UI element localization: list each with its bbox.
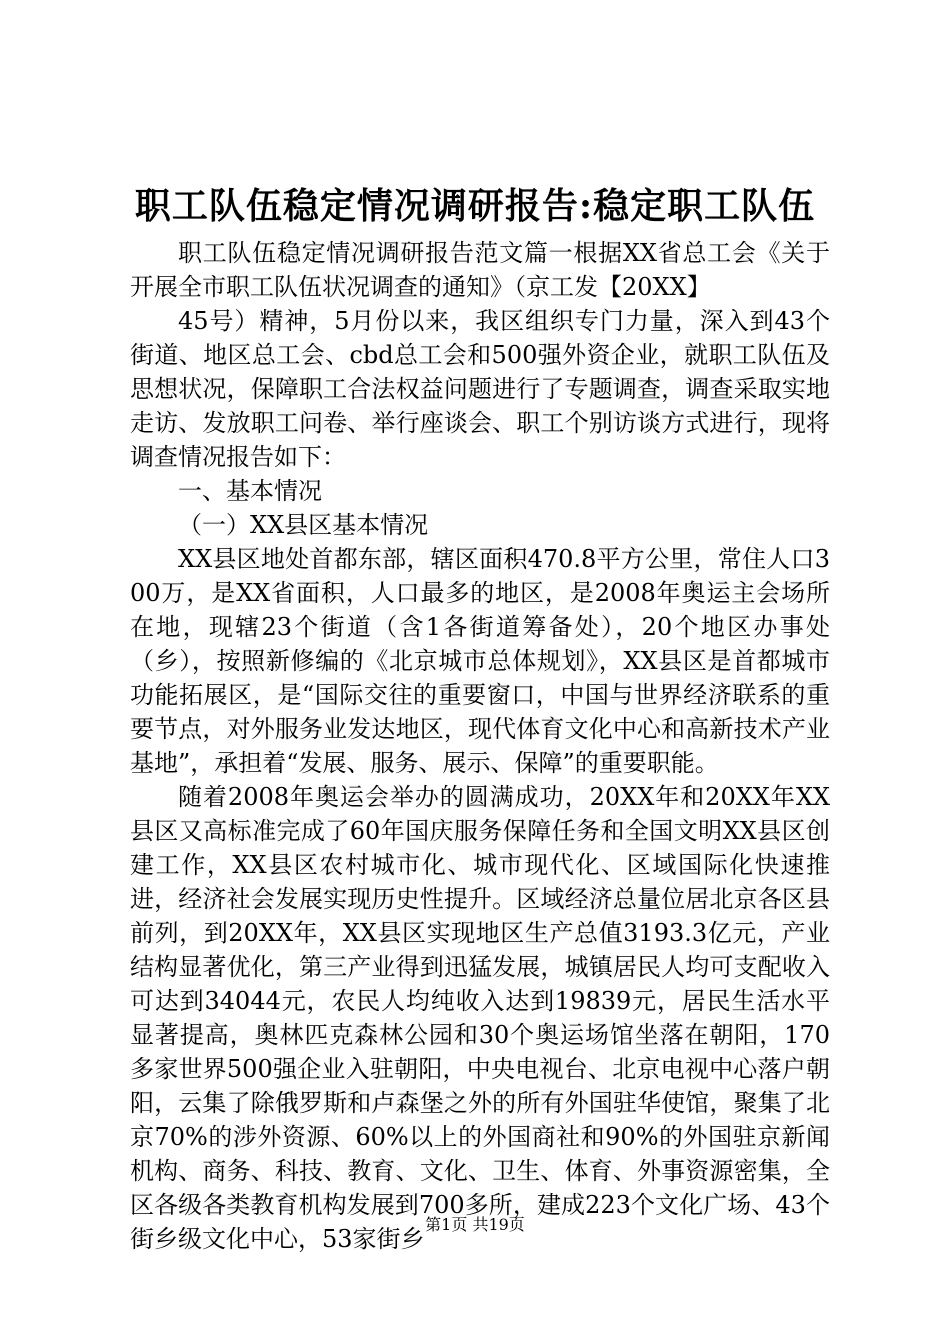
page-number-footer: 第1页 共19页 — [425, 1215, 525, 1234]
paragraph-district-overview: XX县区地处首都东部，辖区面积470.8平方公里，常住人口300万，是XX省面积，人口最多的地区，是2008年奥运主会场所在地，现辖23个街道（含1各街道筹备处），20个地区办事处（乡），按照新修编的《北京城市总体规划》，XX县区是首都城市功能拓展区，是“国际交往的重要窗口，中国与世界经济联系的重要节点，对外服务业发达地区，现代体育文化中心和高新技术产业基地”，承担着“发展、服务、展示、保障”的重要职能。 — [130, 545, 830, 777]
document-body — [130, 236, 830, 1256]
paragraph-development: 随着2008年奥运会举办的圆满成功，20XX年和20XX年XX县区又高标准完成了60年国庆服务保障任务和全国文明XX县区创建工作，XX县区农村城市化、城市现代化、区域国际化快速推进，经济社会发展实现历史性提升。区域经济总量位居北京各区县前列，到20XX年，XX县区实现地区生产总值3193.3亿元，产业结构显著优化，第三产业得到迅猛发展，城镇居民人均可支配收入可达到34044元，农民人均纯收入达到19839元，居民生活水平显著提高，奥林匹克森林公园和30个奥运场馆坐落在朝阳，170多家世界500强企业入驻朝阳，中央电视台、北京电视中心落户朝阳，云集了除俄罗斯和卢森堡之外的所有外国驻华使馆，聚集了北京70%的涉外资源、60%以上的外国商社和90%的外国驻京新闻机构、商务、科技、教育、文化、卫生、体育、外事资源密集，全区各级各类教育机构发展到700多所，建成223个文化广场、43个街乡级文化中心，53家街乡 — [130, 783, 830, 1253]
subsection-heading: （一）XX县区基本情况 — [178, 511, 429, 539]
document-title: 职工队伍稳定情况调研报告:稳定职工队伍 — [134, 185, 816, 227]
paragraph-survey: 45号）精神，5月份以来，我区组织专门力量，深入到43个街道、地区总工会、cbd总工会和500强外资企业，就职工队伍及思想状况，保障职工合法权益问题进行了专题调查，调查采取实地走访、发放职工问卷、举行座谈会、职工个别访谈方式进行，现将调查情况报告如下： — [130, 307, 830, 471]
paragraph-intro: 职工队伍稳定情况调研报告范文篇一根据XX省总工会《关于开展全市职工队伍状况调查的通知》（京工发【20XX】 — [130, 239, 830, 301]
section-heading: 一、基本情况 — [178, 477, 322, 505]
